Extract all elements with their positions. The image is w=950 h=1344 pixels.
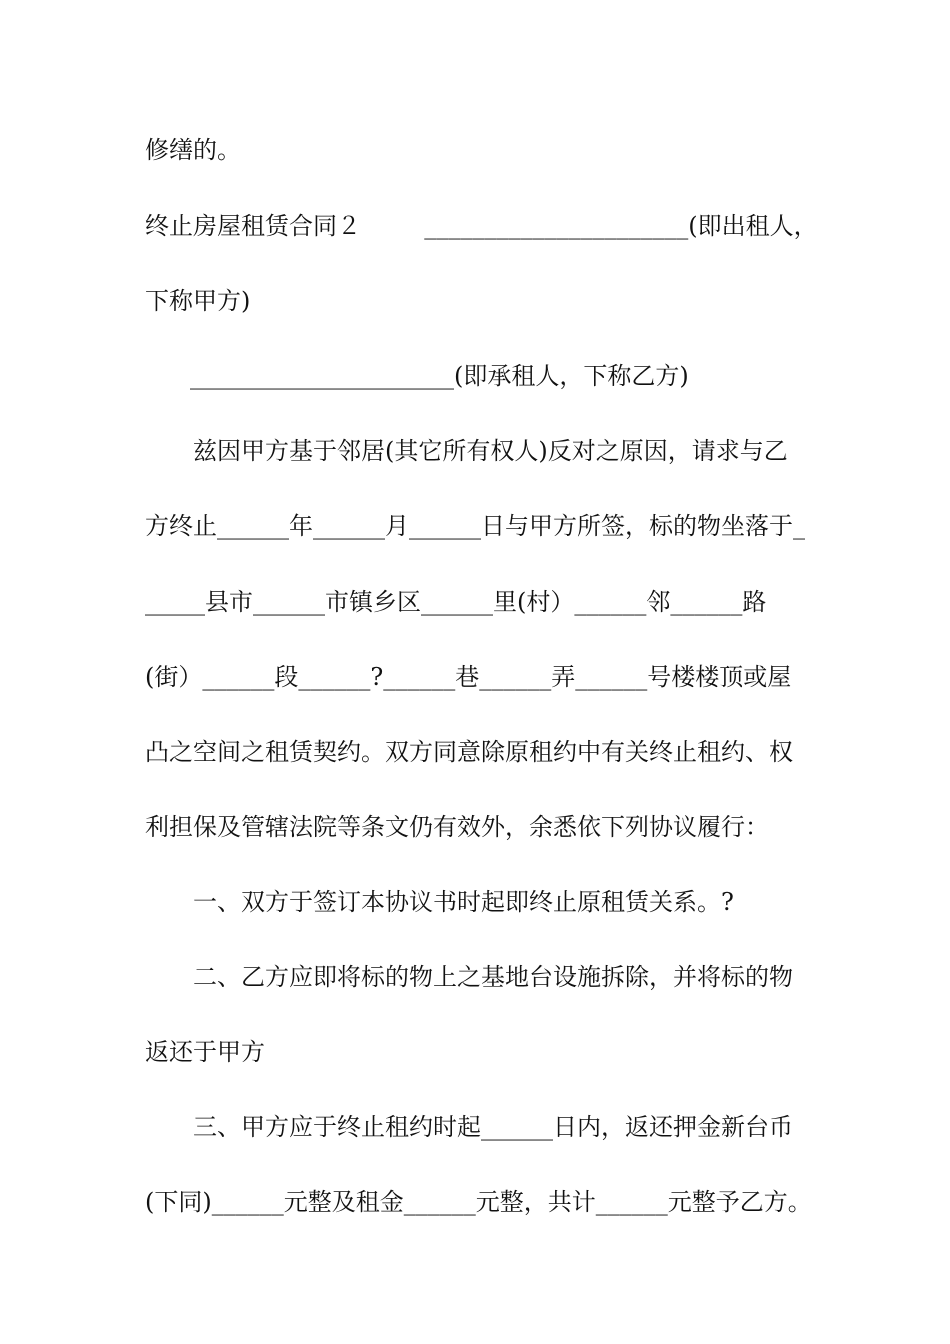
paragraph-line: 凸之空间之租赁契约。双方同意除原租约中有关终止租约、权 (145, 738, 793, 766)
paragraph-line: (下同)______元整及租金______元整，共计______元整予乙方。 (145, 1188, 812, 1216)
paragraph-line: 返还于甲方 (145, 1038, 265, 1066)
contract-title-line: 终止房屋租赁合同２ ______________________(即出租人， (145, 212, 818, 240)
paragraph-line: 下称甲方) (145, 287, 251, 315)
clause-two: 二、乙方应即将标的物上之基地台设施拆除，并将标的物 (193, 963, 793, 991)
paragraph-line: 方终止______年______月______日与甲方所签，标的物坐落于_ (145, 512, 805, 540)
paragraph-line: 兹因甲方基于邻居(其它所有权人)反对之原因，请求与乙 (193, 437, 788, 465)
clause-three: 三、甲方应于终止租约时起______日内，返还押金新台币 (193, 1113, 793, 1141)
paragraph-line: 利担保及管辖法院等条文仍有效外，余悉依下列协议履行： (145, 813, 769, 841)
lessee-line: ______________________(即承租人，下称乙方) (190, 362, 689, 390)
paragraph-line: (街）______段______?______巷______弄______号楼楼顶或屋 (145, 663, 792, 691)
clause-one: 一、双方于签订本协议书时起即终止原租赁关系。? (193, 888, 734, 916)
paragraph-line: 修缮的。 (145, 136, 241, 164)
paragraph-line: _____县市______市镇乡区______里(村）______邻______路 (145, 588, 767, 616)
